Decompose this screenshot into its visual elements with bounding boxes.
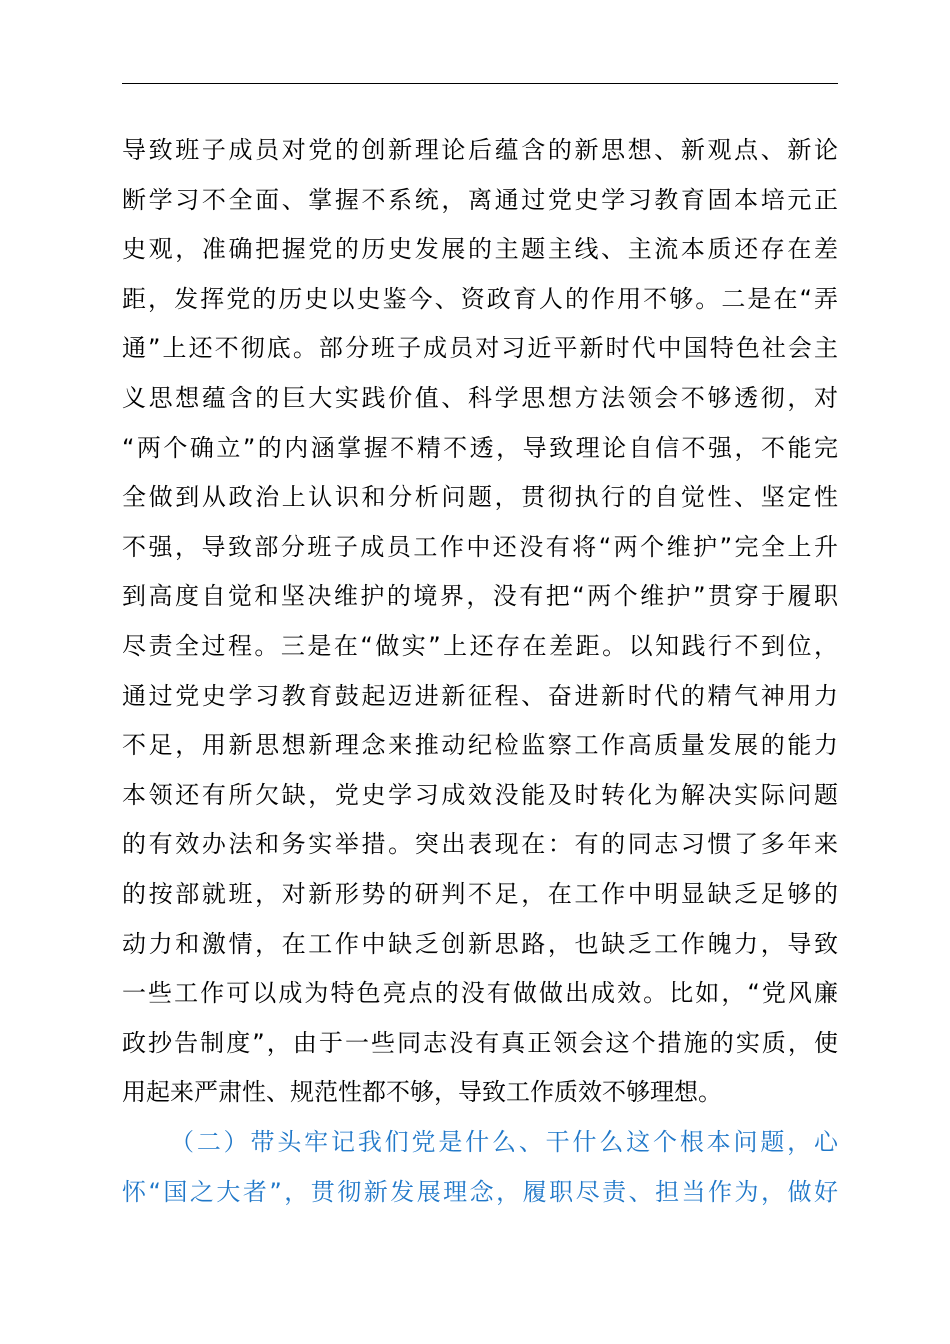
paragraph-line: 一些工作可以成为特色亮点的没有做做出成效。比如，“党风廉 (122, 979, 838, 1008)
paragraph-line: 义思想蕴含的巨大实践价值、科学思想方法领会不够透彻，对 (122, 383, 838, 412)
paragraph-line: 通”上还不彻底。部分班子成员对习近平新时代中国特色社会主 (122, 334, 838, 363)
paragraph-line: 史观，准确把握党的历史发展的主题主线、主流本质还存在差 (122, 235, 838, 264)
section-heading-line: （二）带头牢记我们党是什么、干什么这个根本问题，心 (170, 1128, 838, 1156)
paragraph-line: 的有效办法和务实举措。突出表现在：有的同志习惯了多年来 (122, 830, 838, 859)
paragraph-line: 全做到从政治上认识和分析问题，贯彻执行的自觉性、坚定性 (122, 483, 838, 512)
paragraph-line: 用起来严肃性、规范性都不够，导致工作质效不够理想。 (122, 1078, 722, 1107)
paragraph-line: 导致班子成员对党的创新理论后蕴含的新思想、新观点、新论 (122, 136, 838, 164)
paragraph-line: 政抄告制度”，由于一些同志没有真正领会这个措施的实质，使 (122, 1028, 838, 1057)
paragraph-line: 断学习不全面、掌握不系统，离通过党史学习教育固本培元正 (122, 185, 838, 214)
section-heading (122, 1118, 838, 1217)
paragraph-line: 到高度自觉和坚决维护的境界，没有把“两个维护”贯穿于履职 (122, 582, 838, 611)
body-paragraph (122, 126, 838, 1118)
paragraph-line: “两个确立”的内涵掌握不精不透，导致理论自信不强，不能完 (122, 433, 838, 462)
paragraph-line: 不足，用新思想新理念来推动纪检监察工作高质量发展的能力 (122, 731, 838, 760)
paragraph-line: 距，发挥党的历史以史鉴今、资政育人的作用不够。二是在“弄 (122, 284, 838, 313)
paragraph-line: 不强，导致部分班子成员工作中还没有将“两个维护”完全上升 (122, 532, 838, 561)
header-rule (122, 83, 838, 84)
paragraph-line: 的按部就班，对新形势的研判不足，在工作中明显缺乏足够的 (122, 879, 838, 908)
paragraph-line: 通过党史学习教育鼓起迈进新征程、奋进新时代的精气神用力 (122, 681, 838, 710)
section-heading-line: 怀“国之大者”，贯彻新发展理念，履职尽责、担当作为，做好 (122, 1177, 838, 1206)
paragraph-line: 尽责全过程。三是在“做实”上还存在差距。以知践行不到位， (122, 631, 838, 660)
paragraph-line: 本领还有所欠缺，党史学习成效没能及时转化为解决实际问题 (122, 780, 838, 809)
paragraph-line: 动力和激情，在工作中缺乏创新思路，也缺乏工作魄力，导致 (122, 929, 838, 958)
